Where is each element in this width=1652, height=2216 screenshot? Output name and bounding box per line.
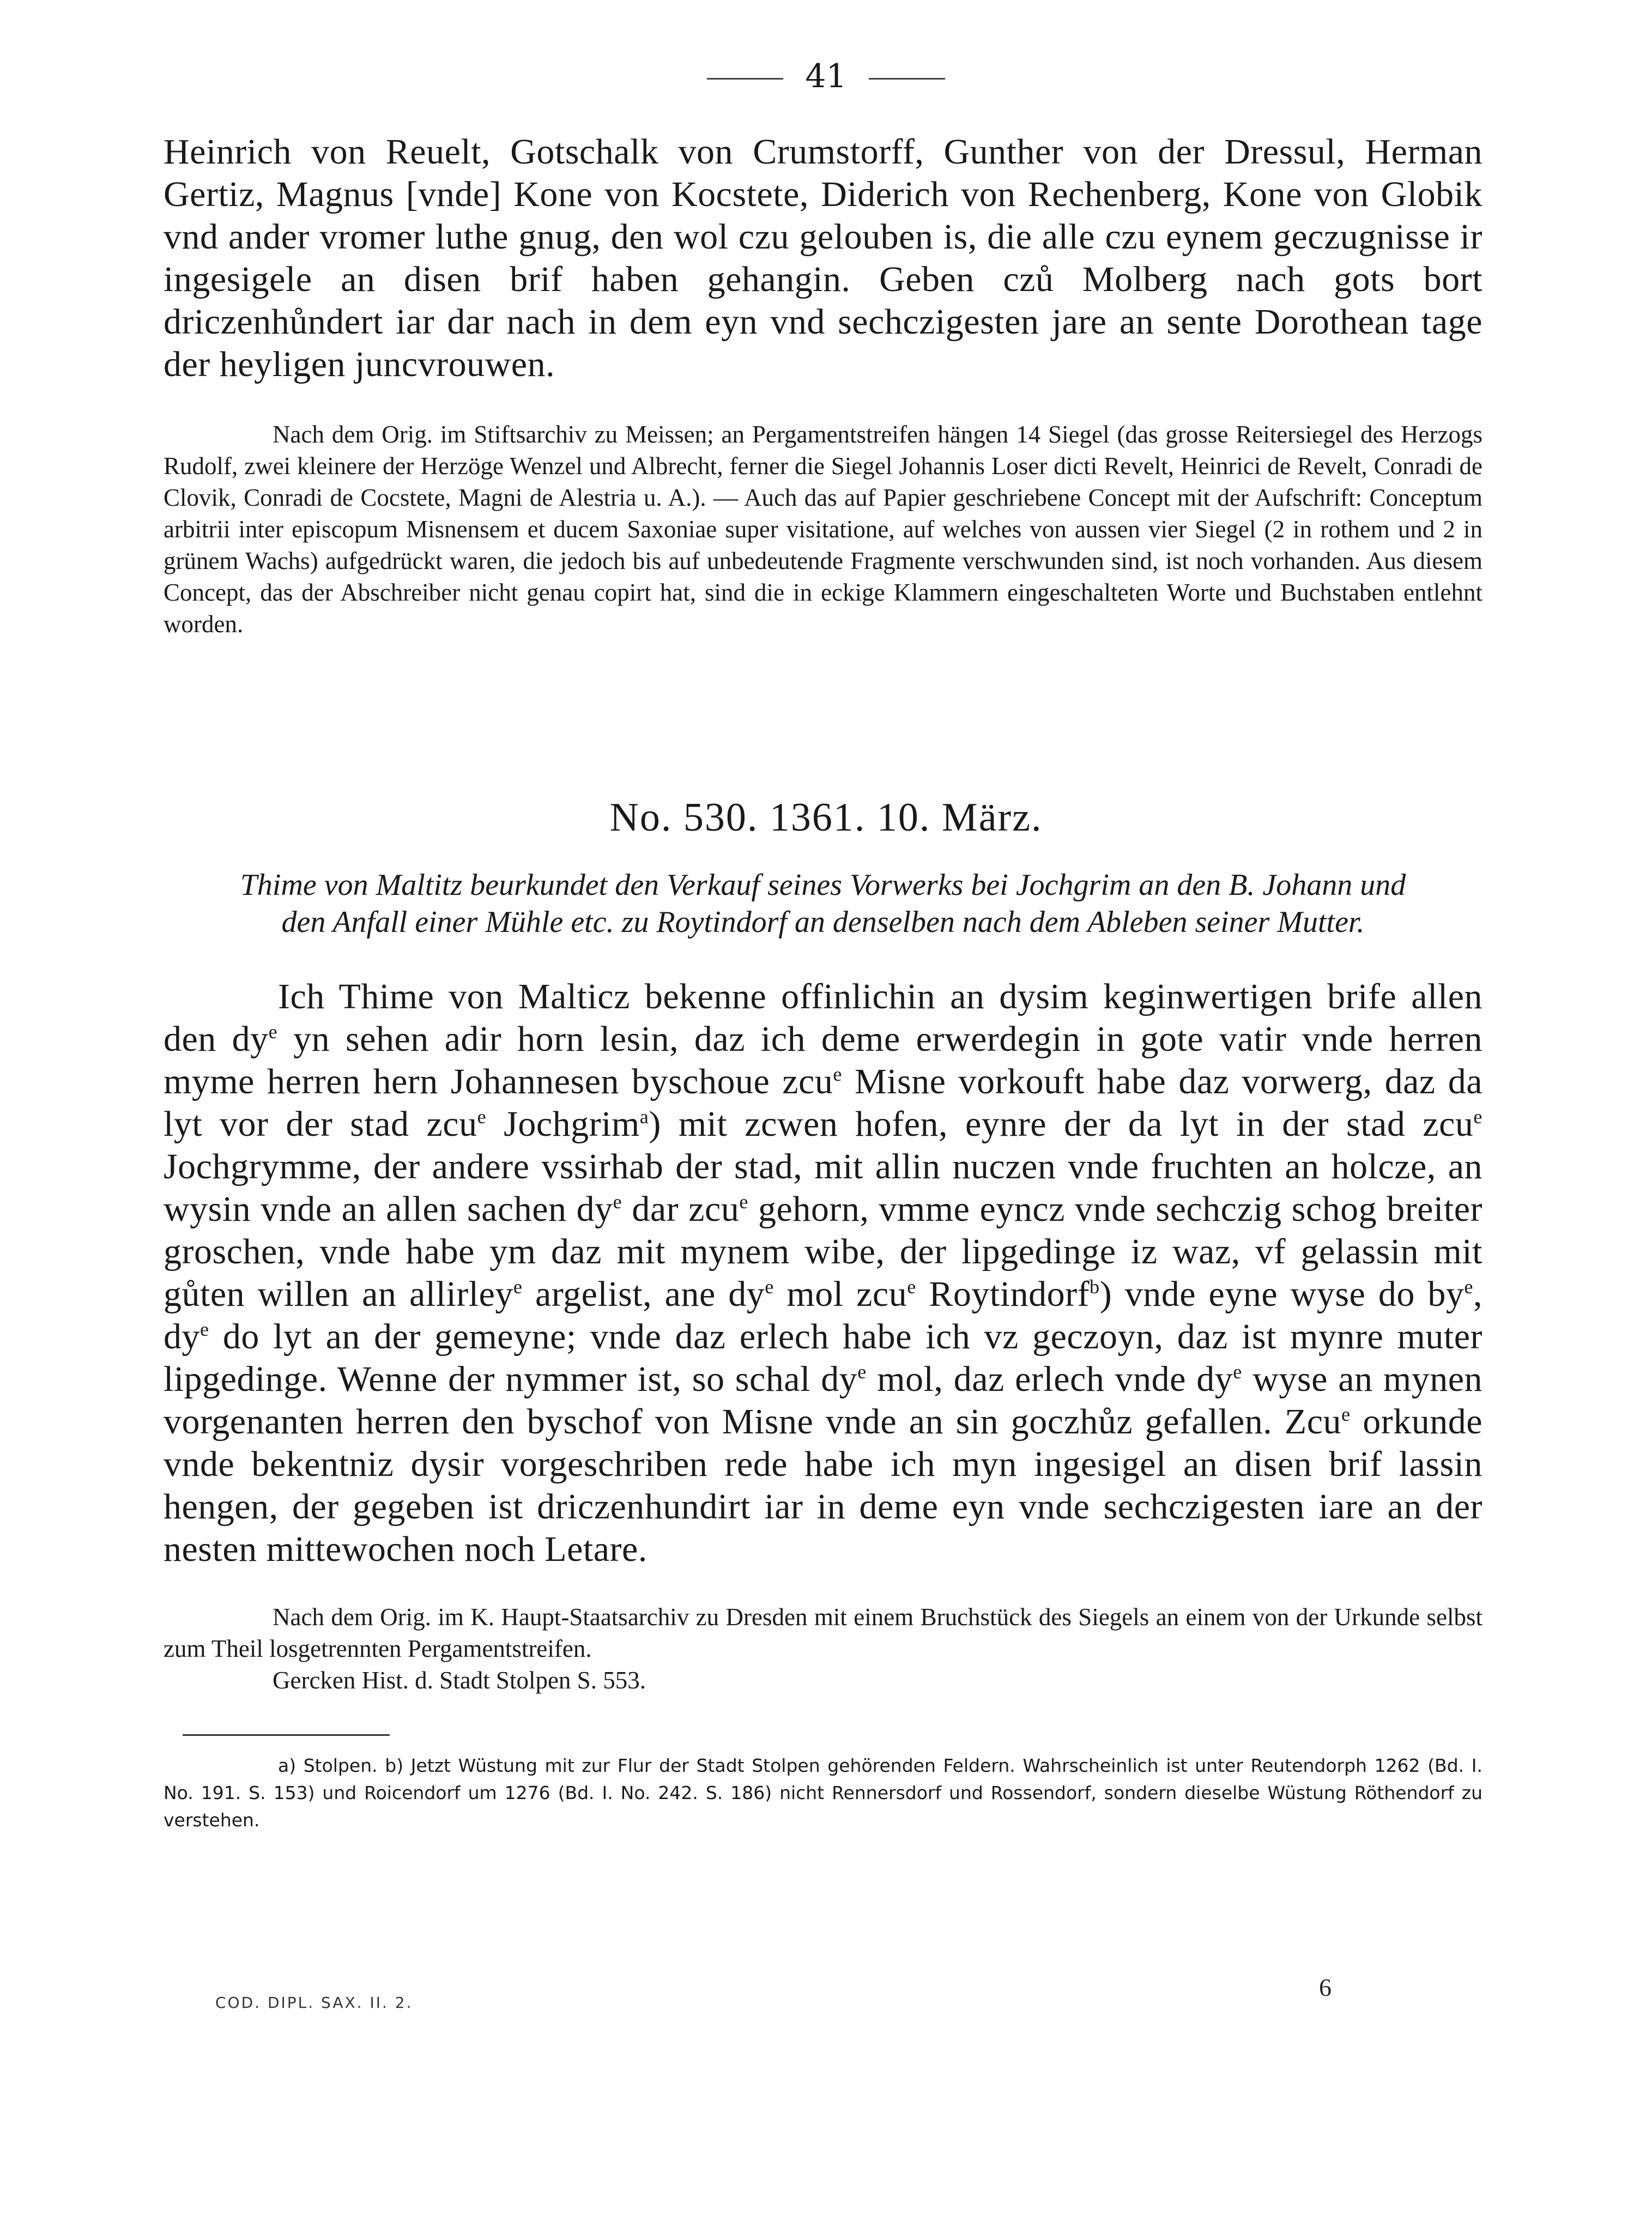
document-note-1: Nach dem Orig. im K. Haupt-Staatsarchiv zu Dresden mit einem Bruchstück des Siegels an einem von der Urkunde selbst zum Theil losgetrennten Pergamentstreifen. (164, 1603, 1482, 1662)
top-note: Nach dem Orig. im Stiftsarchiv zu Meissen; an Pergamentstreifen hängen 14 Siegel (das grosse Reitersiegel des Herzogs Rudolf, zwei kleinere der Herzöge Wenzel und Albrecht, ferner die Siegel Johannis Loser dicti Revelt, Heinrici de Revelt, Conradi de Clovik, Conradi de Cocstete, Magni de Alestria u. A.). — Auch das auf Papier geschriebene Concept mit der Aufschrift: Conceptum arbitrii inter episcopum Misnensem et ducem Saxoniae super visitatione, auf welches von aussen vier Siegel (2 in rothem und 2 in grünem Wachs) aufgedrückt waren, die jedoch bis auf unbedeutende Fragmente verschwunden sind, ist noch vorhanden. Aus diesem Concept, das der Abschreiber nicht genau copirt hat, sind die in eckige Klammern eingeschalteten Worte und Buchstaben entlehnt worden. (164, 421, 1482, 638)
doc-text: , dy (164, 1274, 1482, 1357)
sup-marker: e (613, 1191, 622, 1213)
doc-text: Ich Thime von Malticz bekenne offinlichin an dysim keginwertigen brife allen den dy (164, 977, 1482, 1059)
footnote-ref-b: b (1090, 1276, 1100, 1298)
page-header (0, 55, 1652, 98)
sup-marker: e (857, 1361, 867, 1383)
header-rule-left (707, 78, 783, 80)
doc-text: Roytindorf (916, 1274, 1090, 1314)
sup-marker: e (1233, 1361, 1242, 1383)
sup-marker: e (477, 1106, 487, 1128)
document-heading: No. 530. 1361. 10. März. (609, 795, 1043, 840)
doc-text: Misne vorkouft habe daz vorwerg, daz da lyt vor der stad zcu (164, 1062, 1482, 1144)
doc-text: wyse an mynen vorgenanten herren den byschof von Misne vnde an sin goczhůz gefallen. Zcu (164, 1359, 1482, 1442)
doc-text: dar zcu (622, 1189, 740, 1229)
document-note-block (164, 1601, 1482, 1696)
doc-text: Jochgrymme, der andere vssirhab der stad, mit allin nuczen vnde fruchten an holcze, an wysin vnde an allen sachen dy (164, 1147, 1482, 1229)
sup-marker: e (907, 1276, 916, 1298)
document-text (164, 976, 1482, 1571)
summary-line-2: den Anfall einer Mühle etc. zu Roytindorf an denselben nach dem Ableben seiner Mutter. (281, 905, 1365, 939)
doc-text: do lyt an der gemeyne; vnde daz erlech habe ich vz geczoyn, daz ist mynre muter lipgedinge. Wenne der nymmer ist, so schal dy (164, 1317, 1482, 1399)
sup-marker: e (268, 1021, 278, 1043)
header-rule-right (869, 78, 945, 80)
summary-line-1: Thime von Maltitz beurkundet den Verkauf seines Vorwerks bei Jochgrim an den B. Johann und (240, 868, 1406, 902)
doc-text: argelist, ane dy (522, 1274, 765, 1314)
sup-marker: e (1341, 1403, 1351, 1425)
doc-text: gehorn, vmme eyncz vnde sechczig schog breiter groschen, vnde habe ym daz mit mynem wibe, der lipgedinge iz waz, vf gelassin mit gůten willen an allirley (164, 1189, 1482, 1314)
sup-marker: e (1473, 1106, 1482, 1128)
footnotes: a) Stolpen. b) Jetzt Wüstung mit zur Flur der Stadt Stolpen gehörenden Feldern. Wahrscheinlich ist unter Reutendorph 1262 (Bd. I. No. 191. S. 153) und Roicendorf um 1276 (Bd. I. No. 242. S. 186) nicht Rennersdorf und Rossendorf, sondern dieselbe Wüstung Röthendorf zu verstehen. (164, 1755, 1482, 1831)
sup-marker: e (513, 1276, 523, 1298)
sup-marker: e (765, 1276, 774, 1298)
top-note-block (164, 419, 1482, 640)
page-number: 41 (805, 57, 847, 95)
continued-text (164, 131, 1482, 386)
footnotes-block (164, 1752, 1482, 1834)
sup-marker: e (739, 1191, 748, 1213)
sup-marker: e (200, 1318, 209, 1340)
sheet-number: 6 (1319, 1973, 1332, 2001)
document-note-2: Gercken Hist. d. Stadt Stolpen S. 553. (273, 1667, 646, 1694)
document-summary (164, 867, 1482, 941)
doc-text: Jochgrim (486, 1104, 640, 1144)
sup-marker: e (1464, 1276, 1473, 1298)
footnote-ref-a: a (639, 1106, 649, 1128)
footnote-rule (183, 1734, 390, 1736)
footer-signature: COD. DIPL. SAX. II. 2. (215, 1994, 413, 2012)
doc-text: ) vnde eyne wyse do by (1099, 1274, 1465, 1314)
sup-marker: e (833, 1063, 842, 1085)
doc-text: mol zcu (773, 1274, 907, 1314)
doc-text: orkunde vnde bekentniz dysir vorgeschriben rede habe ich myn ingesigel an disen brif lassin hengen, der gegeben ist driczenhundirt iar in deme eyn vnde sechczigesten iare an der nesten mittewochen noch Letare. (164, 1402, 1482, 1569)
doc-text: yn sehen adir horn lesin, daz ich deme erwerdegin in gote vatir vnde herren myme herren hern Johannesen byschoue zcu (164, 1019, 1483, 1101)
top-paragraph: Heinrich von Reuelt, Gotschalk von Crumstorff, Gunther von der Dressul, Herman Gertiz, Magnus [vnde] Kone von Kocstete, Diderich von Rechenberg, Kone von Globik vnd ander vromer luthe gnug, den wol czu gelouben is, die alle czu eynem geczugnisse ir ingesigele an disen brif haben gehangin. Geben czů Molberg nach gots bort driczenhůndert iar dar nach in dem eyn vnd sechczigesten jare an sente Dorothean tage der heyligen juncvrouwen. (164, 132, 1482, 384)
document-paragraph (164, 976, 1482, 1571)
doc-text: ) mit zcwen hofen, eynre der da lyt in der stad zcu (649, 1104, 1474, 1144)
doc-text: mol, daz erlech vnde dy (866, 1359, 1233, 1399)
